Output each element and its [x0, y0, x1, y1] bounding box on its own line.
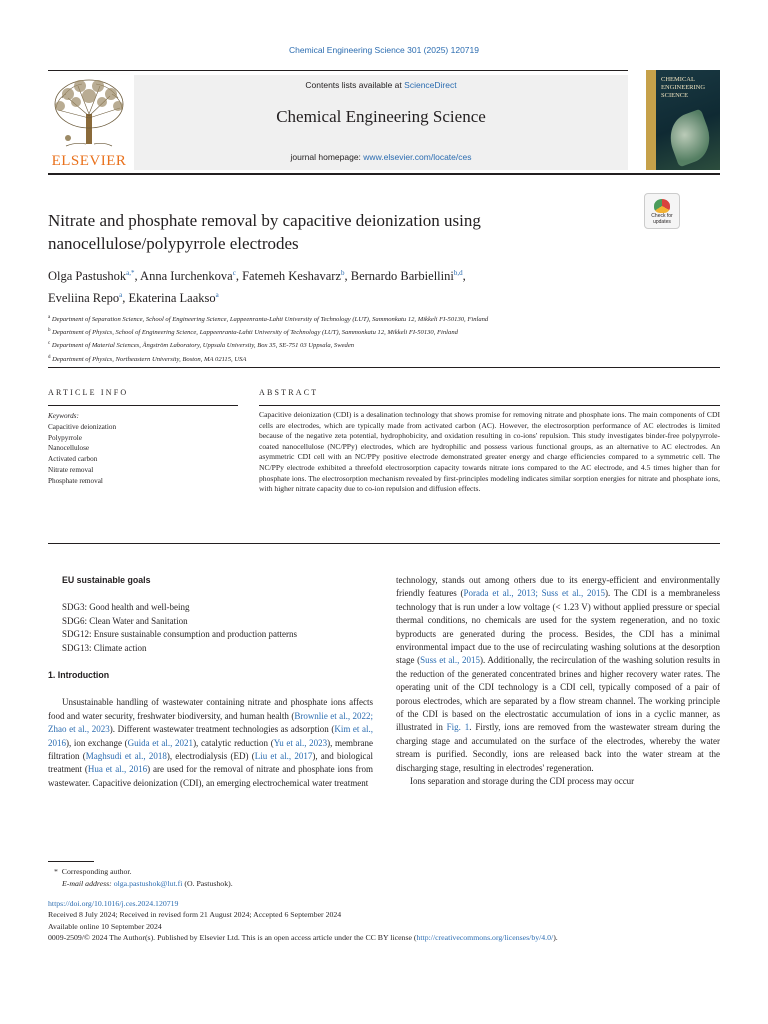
keyword-item: Polypyrrole — [48, 433, 82, 442]
text-run: ), membrane filtration ( — [48, 737, 373, 762]
intro-paragraph — [48, 696, 373, 790]
author-affil-sup[interactable]: c — [232, 269, 236, 277]
text-run: ), electrodialysis (ED) ( — [166, 751, 255, 762]
author-affil-sup[interactable]: a — [119, 291, 123, 300]
license-text: ). — [553, 933, 558, 943]
text-run: ). Different wastewater treatment technologies as adsorption ( — [109, 724, 335, 735]
author-affil-sup[interactable]: b,d — [453, 269, 463, 277]
license-line — [48, 932, 738, 943]
sdg-heading: EU sustainable goals — [62, 575, 151, 585]
keyword-item: Nitrate removal — [48, 465, 94, 474]
divider — [48, 405, 238, 406]
body-right-column — [396, 574, 720, 789]
authors-line-2 — [48, 286, 688, 308]
check-for-updates-badge[interactable] — [644, 193, 680, 229]
article-history — [48, 898, 738, 944]
citation-link[interactable]: Hua et al., 2016 — [87, 764, 148, 775]
sdg-item: SDG3: Good health and well-being — [62, 602, 190, 613]
abstract-text: Capacitive deionization (CDI) is a desalination technology that shows promise for removing nitrate and phosphate ions. The main components of CDI cells are electrodes, which are typically made from activated carbon (AC). However, the electrosorption performance of AC electrodes is limited because of the negative zeta potential, hydrophobicity, and oxidation resulting in co-ions' repulsion. This study investigates binder-free polypyrrole-coated nanocellulose (NC/PPy) electrodes, which are hydrophilic and possess various functional groups, as an alternative to AC electrodes. An asymmetric CDI cell with an NC/PPy positive electrode demonstrated greater energy and charge efficiencies compared to a symmetric cell. The NC/PPy electrode exhibited a threefold electrosorption capacity towards nitrate ions compared to the AC electrode, and 4.5 times higher than for phosphate ions. The electrosorption mechanism revealed by first-principles modeling indicates similar sorption energies for nitrate and phosphate ions, with higher nitrate capacity due to co-ion repulsion and diffusion effects. — [259, 410, 720, 494]
crossmark-icon — [654, 199, 670, 213]
citation-link[interactable]: Suss et al., 2015 — [420, 655, 480, 666]
author-sep: , — [235, 269, 243, 284]
journal-cover[interactable] — [646, 70, 720, 170]
asterisk: * — [54, 867, 62, 876]
doi-link[interactable]: https://doi.org/10.1016/j.ces.2024.120719 — [48, 899, 179, 908]
citation-link[interactable]: Guida et al., 2021 — [127, 737, 194, 748]
keyword-item: Capacitive deionization — [48, 422, 117, 431]
author-name[interactable]: Bernardo Barbiellini — [350, 269, 454, 284]
license-text: 0009-2509/© 2024 The Author(s). Published by Elsevier Ltd. This is an open access article under the CC BY license ( — [48, 933, 417, 943]
email-label: E-mail address: — [62, 879, 112, 888]
affiliation-item — [48, 325, 728, 338]
affiliation-text: Department of Material Sciences, Ångström Laboratory, Uppsala University, Box 35, SE-751 03 Uppsala, Sweden — [51, 342, 355, 350]
citation-link[interactable]: Maghsudi et al., 2018 — [85, 751, 167, 762]
sdg-item: SDG6: Clean Water and Sanitation — [62, 615, 188, 626]
sdg-item: SDG12: Ensure sustainable consumption and production patterns — [62, 629, 297, 640]
corresponding-text: Corresponding author. — [61, 867, 132, 876]
affiliation-sup: c — [48, 341, 51, 347]
check-badge-label: Check for updates — [651, 213, 673, 225]
author-name[interactable]: Fatemeh Keshavarz — [242, 269, 341, 284]
contents-line — [134, 80, 628, 90]
keywords-block — [48, 411, 238, 487]
author-name[interactable]: Anna Iurchenkova — [140, 269, 233, 284]
email-suffix: (O. Pastushok). — [184, 879, 233, 888]
figure-link[interactable]: Fig. 1 — [446, 722, 470, 733]
header-bottom-rule — [48, 173, 720, 175]
author-sep: , — [344, 269, 351, 284]
homepage-prefix: journal homepage: — [290, 152, 361, 162]
homepage-line — [134, 152, 628, 162]
author-affil-sup[interactable]: a,* — [126, 269, 135, 277]
journal-header — [48, 70, 720, 172]
corresponding-note — [48, 866, 728, 878]
affiliation-item — [48, 312, 728, 325]
affiliations — [48, 312, 728, 365]
section-heading: 1. Introduction — [48, 670, 110, 681]
keywords-label: Keywords: — [48, 412, 79, 420]
text-run: ) are used for the removal of nitrate and phosphate ions from wastewater. Capacitive deionization (CDI), an emerging electrochemical water treatment — [48, 764, 373, 788]
author-name[interactable]: Ekaterina Laakso — [128, 291, 216, 306]
affiliation-text: Department of Separation Science, School of Engineering Science, Lappeenranta-Lahti University of Technology (LUT), Sammonkatu 12, Mikkeli FI-50130, Finland — [51, 316, 489, 324]
journal-citation[interactable]: Chemical Engineering Science 301 (2025) 120719 — [289, 45, 479, 55]
author-name[interactable]: Eveliina Repo — [48, 291, 120, 306]
text-run: ). Additionally, the recirculation of the washing solution results in the reduction of the generated concentrated brines and higher recovery water rates. The operating unit of the CDI technology is a CDI cell, typically composed of a pair of porous electrodes, which are separated by a flow stream channel. The working principle of the CDI is based on the electrostatic accumulation of ions in a cyclic manner, as illustrated in — [396, 655, 720, 733]
available-online: Available online 10 September 2024 — [48, 921, 162, 931]
affiliation-sup: a — [48, 315, 51, 320]
text-run: ), ion exchange ( — [66, 737, 128, 748]
sciencedirect-link[interactable]: ScienceDirect — [404, 80, 457, 90]
citation-link[interactable]: Brownlie et al., 2022; Zhao et al., 2023 — [48, 710, 373, 735]
text-run: technology, stands out among others due to its energy-efficient and environmentally friendly features ( — [396, 575, 720, 599]
affiliation-sup: b — [48, 328, 51, 334]
author-list — [48, 264, 688, 308]
publisher-wordmark: ELSEVIER — [51, 153, 127, 169]
footnote-rule — [48, 861, 94, 862]
keyword-item: Phosphate removal — [48, 476, 103, 485]
text-run: ), catalytic reduction ( — [193, 737, 274, 748]
email-link[interactable]: olga.pastushok@lut.fi — [113, 879, 183, 888]
body-paragraph: Ions separation and storage during the CDI process may occur — [410, 776, 635, 787]
article-info-heading: ARTICLE INFO — [48, 388, 129, 397]
affiliation-item — [48, 352, 728, 365]
cover-strip — [646, 70, 656, 170]
text-run: ). The CDI is a membraneless technology that is run under a low voltage (< 1.23 V) without applied pressure or special thermal conditions, no chemicals are used for the system regeneration, and no toxic byproducts are generated during the process. Besides, the CDI has a minimal environmental impact due to the use of recirculating washing solutions at the desorption stage ( — [396, 588, 721, 666]
author-sep: , — [122, 291, 129, 306]
citation-link[interactable]: Yu et al., 2023 — [273, 737, 328, 748]
citation-link[interactable]: Liu et al., 2017 — [254, 751, 313, 762]
elsevier-logo[interactable] — [48, 76, 130, 170]
cover-title: CHEMICAL ENGINEERING SCIENCE — [661, 76, 706, 99]
journal-title[interactable]: Chemical Engineering Science — [276, 107, 486, 126]
sdg-item: SDG13: Climate action — [62, 642, 147, 653]
affiliation-sup: d — [48, 354, 51, 360]
email-note — [48, 878, 728, 890]
divider — [48, 543, 720, 544]
text-run: . Firstly, ions are removed from the wastewater stream during the charging stage and accumulated on the surface of the electrodes, whereby the water stream is purified. Secondly, ions are released back into the water stream at the discharging stage, resulting in electrodes' regeneration. — [396, 722, 720, 773]
header-top-rule — [48, 70, 628, 71]
affiliation-text: Department of Physics, School of Engineering Science, Lappeenranta-Lahti University of Technology (LUT), Sammonkatu 12, Mikkeli FI-50130, Finland — [52, 329, 458, 337]
abstract-heading: ABSTRACT — [259, 388, 319, 397]
text-run: ), and biological treatment ( — [48, 751, 373, 775]
header-banner — [134, 75, 628, 170]
elsevier-tree-icon — [48, 76, 130, 152]
license-link[interactable]: http://creativecommons.org/licenses/by/4.0/ — [416, 933, 554, 943]
cover-leaf-image — [663, 109, 717, 168]
affiliation-text: Department of Physics, Northeastern University, Boston, MA 02115, USA — [52, 355, 247, 363]
author-sep: , — [462, 269, 466, 284]
text-run: Unsustainable handling of wastewater containing nitrate and phosphate ions affects food and water security, freshwater biodiversity, and human health ( — [48, 697, 373, 721]
author-name[interactable]: Olga Pastushok — [48, 269, 127, 284]
contents-prefix: Contents lists available at — [305, 80, 402, 90]
divider — [48, 367, 720, 368]
affiliation-item — [48, 338, 728, 351]
received-dates: Received 8 July 2024; Received in revised form 21 August 2024; Accepted 6 September 2024 — [48, 910, 342, 920]
citation-link[interactable]: Porada et al., 2013; Suss et al., 2015 — [463, 588, 606, 599]
title-line-1: Nitrate and phosphate removal by capacitive deionization using — [48, 211, 481, 230]
article-title — [48, 209, 608, 255]
body-paragraph — [396, 574, 720, 775]
divider — [259, 405, 720, 406]
author-affil-sup[interactable]: b — [341, 269, 345, 277]
homepage-link[interactable]: www.elsevier.com/locate/ces — [363, 152, 472, 162]
author-affil-sup[interactable]: a — [215, 291, 219, 300]
keyword-item: Activated carbon — [48, 455, 98, 464]
title-line-2: nanocellulose/polypyrrole electrodes — [48, 234, 299, 253]
author-sep: , — [134, 269, 141, 284]
keyword-item: Nanocellulose — [48, 444, 90, 453]
citation-link[interactable]: Kim et al., 2016 — [48, 724, 373, 748]
body-left-column — [48, 574, 373, 790]
footnotes — [48, 866, 728, 890]
authors-line-1 — [48, 264, 688, 286]
